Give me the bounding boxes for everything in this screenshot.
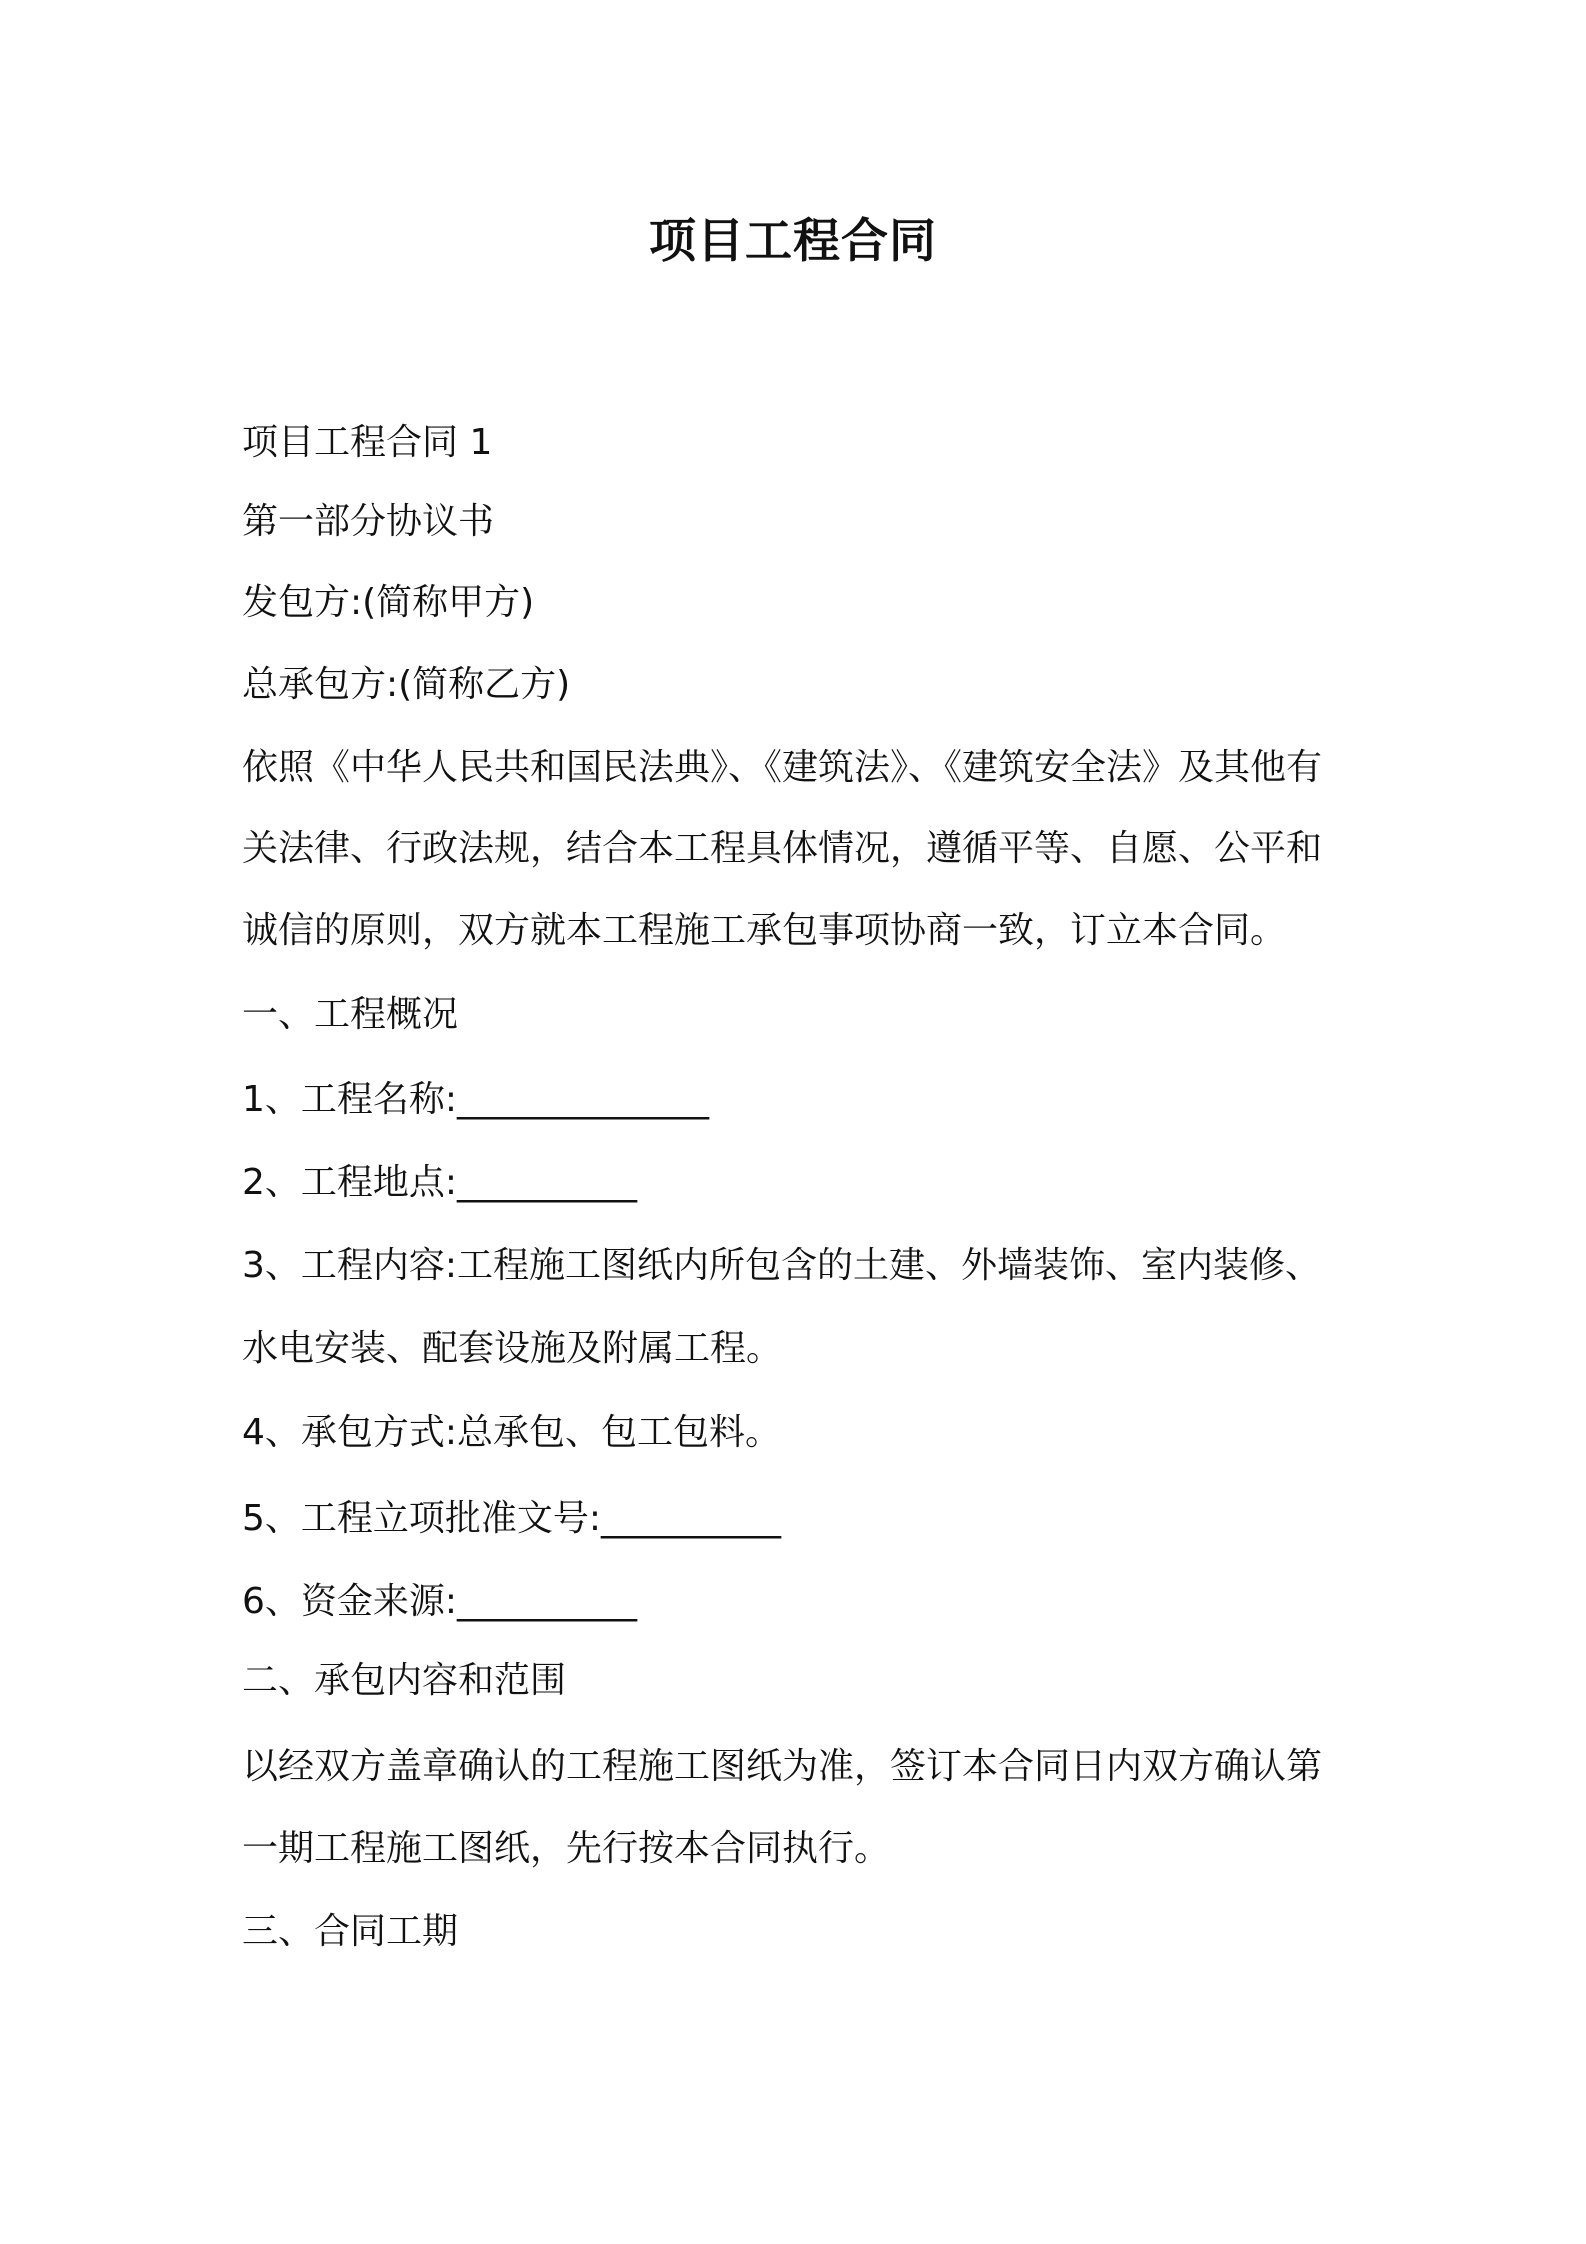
item-approval-number: 5、工程立项批准文号:__________ [242, 1498, 782, 1539]
preamble-line-2: 关法律、行政法规，结合本工程具体情况，遵循平等、自愿、公平和 [242, 828, 1323, 869]
item-project-content-line-2: 水电安装、配套设施及附属工程。 [242, 1328, 783, 1369]
preamble-line-3: 诚信的原则，双方就本工程施工承包事项协商一致，订立本合同。 [242, 910, 1287, 951]
item-project-location: 2、工程地点:__________ [242, 1162, 638, 1203]
heading-scope: 二、承包内容和范围 [242, 1660, 567, 1701]
heading-project-overview: 一、工程概况 [242, 994, 459, 1035]
item-funding-source: 6、资金来源:__________ [242, 1581, 638, 1622]
heading-contract-period: 三、合同工期 [242, 1911, 459, 1952]
scope-text-line-2: 一期工程施工图纸，先行按本合同执行。 [242, 1828, 891, 1869]
preamble-line-1: 依照《中华人民共和国民法典》、《建筑法》、《建筑安全法》及其他有 [242, 747, 1323, 788]
contract-subtitle: 项目工程合同 1 [242, 422, 493, 463]
scope-text-line-1: 以经双方盖章确认的工程施工图纸为准，签订本合同日内双方确认第 [242, 1746, 1323, 1787]
party-b-line: 总承包方:(简称乙方) [242, 664, 571, 705]
item-project-content-line-1: 3、工程内容:工程施工图纸内所包含的土建、外墙装饰、室内装修、 [242, 1245, 1322, 1286]
item-project-name: 1、工程名称:______________ [242, 1079, 710, 1120]
item-contract-method: 4、承包方式:总承包、包工包料。 [242, 1412, 782, 1453]
document-title: 项目工程合同 [649, 214, 937, 269]
party-a-line: 发包方:(简称甲方) [242, 582, 535, 623]
section-part-one: 第一部分协议书 [242, 501, 495, 542]
